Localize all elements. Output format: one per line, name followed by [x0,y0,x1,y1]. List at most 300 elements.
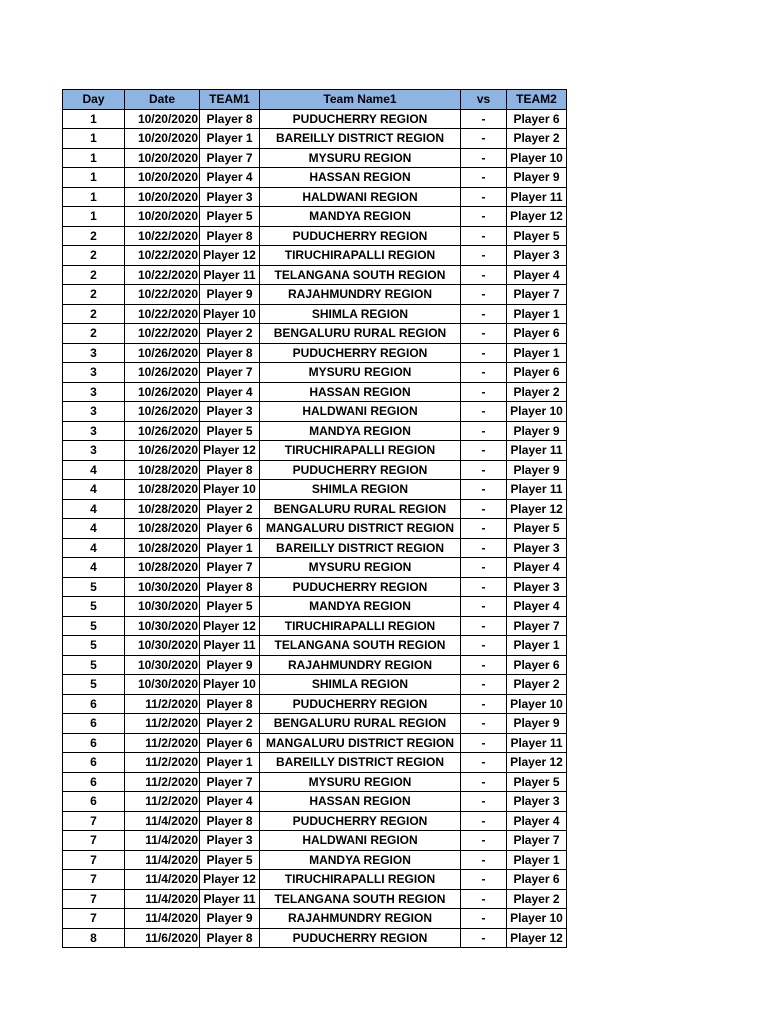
team2-cell: Player 2 [507,675,567,695]
vs-cell: - [461,265,507,285]
vs-cell: - [461,792,507,812]
team-name-cell: MYSURU REGION [260,148,461,168]
team-name-cell: HALDWANI REGION [260,402,461,422]
date-cell: 10/22/2020 [125,324,200,344]
team-name-cell: SHIMLA REGION [260,675,461,695]
team2-cell: Player 7 [507,285,567,305]
day-cell: 3 [63,343,125,363]
table-row [63,168,567,188]
vs-cell: - [461,129,507,149]
team-name-cell: MANGALURU DISTRICT REGION [260,519,461,539]
day-cell: 1 [63,129,125,149]
table-row [63,675,567,695]
vs-cell: - [461,870,507,890]
team-name-cell: RAJAHMUNDRY REGION [260,655,461,675]
day-cell: 3 [63,402,125,422]
team-name-cell: TIRUCHIRAPALLI REGION [260,441,461,461]
date-cell: 10/22/2020 [125,265,200,285]
team1-cell: Player 10 [200,675,260,695]
vs-cell: - [461,577,507,597]
date-cell: 10/30/2020 [125,597,200,617]
team-name-cell: MANGALURU DISTRICT REGION [260,733,461,753]
team-name-cell: RAJAHMUNDRY REGION [260,285,461,305]
team-name-cell: MANDYA REGION [260,597,461,617]
team2-cell: Player 9 [507,421,567,441]
team1-cell: Player 7 [200,772,260,792]
date-cell: 10/22/2020 [125,226,200,246]
table-row [63,889,567,909]
date-cell: 10/30/2020 [125,577,200,597]
vs-cell: - [461,636,507,656]
team-name-cell: HALDWANI REGION [260,831,461,851]
table-row [63,714,567,734]
date-cell: 10/20/2020 [125,187,200,207]
date-cell: 10/22/2020 [125,304,200,324]
team1-cell: Player 1 [200,129,260,149]
table-row [63,129,567,149]
team1-cell: Player 10 [200,304,260,324]
team1-cell: Player 4 [200,792,260,812]
date-cell: 10/22/2020 [125,285,200,305]
team2-cell: Player 9 [507,714,567,734]
team1-cell: Player 3 [200,187,260,207]
vs-cell: - [461,324,507,344]
team-name-cell: MYSURU REGION [260,772,461,792]
date-cell: 10/20/2020 [125,207,200,227]
team1-cell: Player 3 [200,831,260,851]
table-row [63,285,567,305]
date-cell: 11/4/2020 [125,831,200,851]
day-cell: 5 [63,636,125,656]
team-name-cell: TELANGANA SOUTH REGION [260,889,461,909]
date-cell: 10/26/2020 [125,421,200,441]
team2-cell: Player 11 [507,480,567,500]
date-cell: 11/2/2020 [125,694,200,714]
team2-cell: Player 5 [507,226,567,246]
team1-cell: Player 12 [200,616,260,636]
vs-cell: - [461,558,507,578]
day-cell: 2 [63,246,125,266]
team-name-cell: MYSURU REGION [260,558,461,578]
team-name-cell: PUDUCHERRY REGION [260,460,461,480]
team1-cell: Player 10 [200,480,260,500]
team2-cell: Player 3 [507,577,567,597]
date-cell: 10/26/2020 [125,363,200,383]
team2-cell: Player 1 [507,636,567,656]
day-cell: 1 [63,148,125,168]
vs-cell: - [461,187,507,207]
table-row [63,928,567,948]
day-cell: 7 [63,870,125,890]
team-name-cell: BENGALURU RURAL REGION [260,499,461,519]
day-cell: 7 [63,850,125,870]
day-cell: 5 [63,577,125,597]
vs-cell: - [461,831,507,851]
date-cell: 10/28/2020 [125,460,200,480]
table-row [63,694,567,714]
vs-cell: - [461,343,507,363]
day-cell: 4 [63,480,125,500]
date-cell: 10/28/2020 [125,519,200,539]
team-name-cell: BAREILLY DISTRICT REGION [260,538,461,558]
table-row [63,363,567,383]
team-name-cell: TELANGANA SOUTH REGION [260,265,461,285]
vs-cell: - [461,850,507,870]
team2-cell: Player 6 [507,655,567,675]
table-row [63,480,567,500]
team1-cell: Player 3 [200,402,260,422]
team2-cell: Player 4 [507,597,567,617]
team-name-cell: HASSAN REGION [260,382,461,402]
table-row [63,597,567,617]
team2-cell: Player 9 [507,460,567,480]
day-cell: 3 [63,363,125,383]
table-row [63,226,567,246]
date-cell: 10/20/2020 [125,148,200,168]
date-cell: 10/20/2020 [125,129,200,149]
team1-cell: Player 2 [200,499,260,519]
team2-cell: Player 6 [507,324,567,344]
team2-cell: Player 3 [507,246,567,266]
day-cell: 1 [63,109,125,129]
date-cell: 11/6/2020 [125,928,200,948]
date-cell: 10/30/2020 [125,616,200,636]
day-cell: 8 [63,928,125,948]
team1-cell: Player 5 [200,207,260,227]
team1-cell: Player 9 [200,285,260,305]
vs-cell: - [461,168,507,188]
table-row [63,909,567,929]
team1-cell: Player 8 [200,928,260,948]
date-cell: 11/4/2020 [125,850,200,870]
date-cell: 11/2/2020 [125,772,200,792]
team-name-cell: HASSAN REGION [260,792,461,812]
team1-cell: Player 6 [200,733,260,753]
team2-cell: Player 5 [507,519,567,539]
team1-cell: Player 8 [200,577,260,597]
table-row [63,538,567,558]
team2-cell: Player 10 [507,694,567,714]
day-cell: 6 [63,753,125,773]
team-name-cell: TELANGANA SOUTH REGION [260,636,461,656]
team1-cell: Player 5 [200,597,260,617]
team-name-cell: PUDUCHERRY REGION [260,226,461,246]
table-row [63,753,567,773]
date-cell: 10/20/2020 [125,168,200,188]
table-row [63,304,567,324]
header-vs: vs [461,90,507,110]
team2-cell: Player 6 [507,363,567,383]
team1-cell: Player 12 [200,870,260,890]
date-cell: 10/28/2020 [125,558,200,578]
team1-cell: Player 7 [200,558,260,578]
vs-cell: - [461,363,507,383]
table-row [63,850,567,870]
team1-cell: Player 1 [200,538,260,558]
day-cell: 7 [63,889,125,909]
day-cell: 4 [63,538,125,558]
team1-cell: Player 5 [200,850,260,870]
team1-cell: Player 5 [200,421,260,441]
day-cell: 6 [63,772,125,792]
day-cell: 1 [63,207,125,227]
vs-cell: - [461,909,507,929]
date-cell: 10/28/2020 [125,538,200,558]
team2-cell: Player 3 [507,792,567,812]
team-name-cell: BAREILLY DISTRICT REGION [260,129,461,149]
day-cell: 5 [63,597,125,617]
team-name-cell: TIRUCHIRAPALLI REGION [260,616,461,636]
day-cell: 2 [63,265,125,285]
team1-cell: Player 7 [200,148,260,168]
team-name-cell: PUDUCHERRY REGION [260,928,461,948]
team2-cell: Player 10 [507,148,567,168]
vs-cell: - [461,753,507,773]
table-row [63,460,567,480]
team2-cell: Player 12 [507,207,567,227]
table-row [63,402,567,422]
team1-cell: Player 6 [200,519,260,539]
vs-cell: - [461,811,507,831]
table-row [63,343,567,363]
team-name-cell: MANDYA REGION [260,850,461,870]
team1-cell: Player 8 [200,226,260,246]
team2-cell: Player 12 [507,928,567,948]
team2-cell: Player 11 [507,441,567,461]
day-cell: 4 [63,519,125,539]
header-team-name1: Team Name1 [260,90,461,110]
vs-cell: - [461,519,507,539]
table-row [63,187,567,207]
date-cell: 10/30/2020 [125,636,200,656]
vs-cell: - [461,655,507,675]
table-row [63,324,567,344]
team1-cell: Player 2 [200,714,260,734]
day-cell: 1 [63,187,125,207]
day-cell: 5 [63,655,125,675]
date-cell: 10/22/2020 [125,246,200,266]
date-cell: 11/2/2020 [125,753,200,773]
team2-cell: Player 10 [507,402,567,422]
table-row [63,811,567,831]
team-name-cell: PUDUCHERRY REGION [260,343,461,363]
day-cell: 4 [63,460,125,480]
day-cell: 4 [63,558,125,578]
team1-cell: Player 2 [200,324,260,344]
team2-cell: Player 5 [507,772,567,792]
day-cell: 7 [63,831,125,851]
table-row [63,772,567,792]
team1-cell: Player 7 [200,363,260,383]
day-cell: 1 [63,168,125,188]
day-cell: 6 [63,792,125,812]
team-name-cell: HASSAN REGION [260,168,461,188]
team2-cell: Player 9 [507,168,567,188]
team2-cell: Player 1 [507,304,567,324]
table-row [63,207,567,227]
team2-cell: Player 10 [507,909,567,929]
day-cell: 4 [63,499,125,519]
team-name-cell: SHIMLA REGION [260,480,461,500]
vs-cell: - [461,304,507,324]
team-name-cell: PUDUCHERRY REGION [260,577,461,597]
table-row [63,382,567,402]
date-cell: 10/28/2020 [125,480,200,500]
table-row [63,246,567,266]
team-name-cell: HALDWANI REGION [260,187,461,207]
team2-cell: Player 1 [507,343,567,363]
table-row [63,441,567,461]
team-name-cell: PUDUCHERRY REGION [260,109,461,129]
vs-cell: - [461,148,507,168]
date-cell: 11/4/2020 [125,870,200,890]
vs-cell: - [461,694,507,714]
table-row [63,616,567,636]
day-cell: 2 [63,324,125,344]
vs-cell: - [461,382,507,402]
team-name-cell: MANDYA REGION [260,207,461,227]
header-row [63,90,567,110]
table-row [63,577,567,597]
team1-cell: Player 4 [200,382,260,402]
team-name-cell: PUDUCHERRY REGION [260,694,461,714]
team2-cell: Player 2 [507,382,567,402]
team1-cell: Player 8 [200,460,260,480]
team1-cell: Player 9 [200,909,260,929]
date-cell: 10/26/2020 [125,382,200,402]
day-cell: 6 [63,733,125,753]
day-cell: 3 [63,441,125,461]
vs-cell: - [461,772,507,792]
vs-cell: - [461,441,507,461]
team1-cell: Player 8 [200,109,260,129]
table-row [63,265,567,285]
vs-cell: - [461,109,507,129]
team1-cell: Player 8 [200,343,260,363]
team2-cell: Player 4 [507,811,567,831]
team-name-cell: MANDYA REGION [260,421,461,441]
date-cell: 11/2/2020 [125,714,200,734]
vs-cell: - [461,714,507,734]
vs-cell: - [461,207,507,227]
date-cell: 11/4/2020 [125,811,200,831]
day-cell: 2 [63,304,125,324]
table-row [63,733,567,753]
vs-cell: - [461,499,507,519]
date-cell: 10/20/2020 [125,109,200,129]
vs-cell: - [461,889,507,909]
date-cell: 10/28/2020 [125,499,200,519]
vs-cell: - [461,597,507,617]
header-day: Day [63,90,125,110]
date-cell: 10/26/2020 [125,343,200,363]
team1-cell: Player 4 [200,168,260,188]
day-cell: 7 [63,909,125,929]
team-name-cell: TIRUCHIRAPALLI REGION [260,870,461,890]
day-cell: 5 [63,616,125,636]
day-cell: 2 [63,226,125,246]
team-name-cell: TIRUCHIRAPALLI REGION [260,246,461,266]
team2-cell: Player 1 [507,850,567,870]
team2-cell: Player 11 [507,187,567,207]
team-name-cell: MYSURU REGION [260,363,461,383]
team1-cell: Player 1 [200,753,260,773]
day-cell: 7 [63,811,125,831]
date-cell: 10/30/2020 [125,675,200,695]
team1-cell: Player 9 [200,655,260,675]
vs-cell: - [461,616,507,636]
schedule-table [62,89,567,948]
team1-cell: Player 11 [200,889,260,909]
header-team1: TEAM1 [200,90,260,110]
table-row [63,421,567,441]
team2-cell: Player 4 [507,558,567,578]
vs-cell: - [461,460,507,480]
team2-cell: Player 6 [507,870,567,890]
table-row [63,519,567,539]
team-name-cell: SHIMLA REGION [260,304,461,324]
team1-cell: Player 8 [200,811,260,831]
header-team2: TEAM2 [507,90,567,110]
team2-cell: Player 4 [507,265,567,285]
vs-cell: - [461,421,507,441]
day-cell: 3 [63,382,125,402]
table-row [63,636,567,656]
table-row [63,831,567,851]
date-cell: 10/26/2020 [125,402,200,422]
team-name-cell: BENGALURU RURAL REGION [260,714,461,734]
day-cell: 2 [63,285,125,305]
date-cell: 10/30/2020 [125,655,200,675]
team2-cell: Player 3 [507,538,567,558]
team-name-cell: BAREILLY DISTRICT REGION [260,753,461,773]
team2-cell: Player 7 [507,616,567,636]
vs-cell: - [461,675,507,695]
vs-cell: - [461,246,507,266]
team-name-cell: PUDUCHERRY REGION [260,811,461,831]
day-cell: 6 [63,694,125,714]
date-cell: 11/2/2020 [125,792,200,812]
day-cell: 6 [63,714,125,734]
team1-cell: Player 8 [200,694,260,714]
date-cell: 11/2/2020 [125,733,200,753]
team2-cell: Player 2 [507,889,567,909]
team2-cell: Player 7 [507,831,567,851]
table-row [63,499,567,519]
day-cell: 5 [63,675,125,695]
team1-cell: Player 11 [200,636,260,656]
table-row [63,792,567,812]
table-row [63,558,567,578]
team2-cell: Player 6 [507,109,567,129]
vs-cell: - [461,285,507,305]
team2-cell: Player 11 [507,733,567,753]
table-row [63,148,567,168]
header-date: Date [125,90,200,110]
table-row [63,109,567,129]
team1-cell: Player 12 [200,246,260,266]
team2-cell: Player 12 [507,753,567,773]
team1-cell: Player 11 [200,265,260,285]
team-name-cell: BENGALURU RURAL REGION [260,324,461,344]
date-cell: 11/4/2020 [125,909,200,929]
date-cell: 11/4/2020 [125,889,200,909]
day-cell: 3 [63,421,125,441]
date-cell: 10/26/2020 [125,441,200,461]
table-row [63,870,567,890]
vs-cell: - [461,402,507,422]
table-row [63,655,567,675]
